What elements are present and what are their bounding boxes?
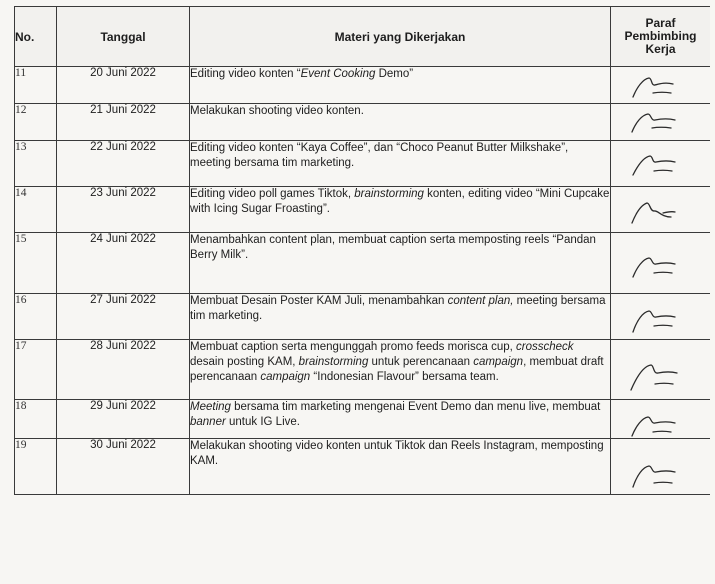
signature-stroke (663, 212, 675, 213)
table-row (15, 294, 711, 340)
row-number: 19 (15, 439, 57, 495)
signature-stroke (631, 365, 677, 390)
table-row (15, 141, 711, 187)
row-number: 18 (15, 400, 57, 439)
row-material (190, 400, 611, 439)
signature-stroke (653, 431, 671, 432)
row-date: 23 Juni 2022 (57, 187, 190, 233)
material-text: bersama tim marketing mengenai Event Demo dan menu live, membuat (230, 401, 601, 413)
row-signature-cell (611, 294, 711, 340)
row-signature-cell (611, 233, 711, 294)
signature-stroke (654, 482, 672, 483)
header-no: No. (15, 7, 57, 67)
row-date: 28 Juni 2022 (57, 340, 190, 400)
logbook-sheet (14, 6, 710, 584)
row-signature-cell (611, 187, 711, 233)
table-header-row (15, 7, 711, 67)
row-date: 20 Juni 2022 (57, 67, 190, 104)
material-text: Demo” (375, 68, 414, 80)
table-row (15, 233, 711, 294)
table-row (15, 400, 711, 439)
row-signature-cell (611, 340, 711, 400)
supervisor-signature (627, 108, 691, 139)
row-material (190, 141, 611, 187)
material-text-italic: campaign (473, 356, 524, 368)
signature-stroke (632, 417, 675, 436)
row-material (190, 294, 611, 340)
signature-stroke (633, 466, 675, 487)
material-text-italic: brainstorming (298, 356, 369, 368)
signature-stroke (652, 127, 671, 128)
row-number: 14 (15, 187, 57, 233)
material-text: Melakukan shooting video konten. (190, 105, 364, 117)
signature-stroke (633, 258, 675, 277)
signature-stroke (632, 114, 675, 132)
table-row (15, 340, 711, 400)
row-signature-cell (611, 439, 711, 495)
row-material (190, 233, 611, 294)
signature-stroke (654, 325, 672, 326)
header-signature-line-1: Paraf (645, 16, 676, 30)
material-text: desain posting KAM, (190, 356, 299, 368)
row-date: 29 Juni 2022 (57, 400, 190, 439)
header-date: Tanggal (57, 7, 190, 67)
row-date: 21 Juni 2022 (57, 104, 190, 141)
row-material (190, 439, 611, 495)
material-text: meeting bersama tim marketing. (190, 295, 606, 322)
supervisor-signature (627, 145, 691, 185)
row-date: 30 Juni 2022 (57, 439, 190, 495)
signature-stroke (654, 170, 672, 171)
signature-stroke (633, 78, 673, 97)
material-text: untuk IG Live. (225, 416, 300, 428)
header-signature (611, 7, 711, 67)
material-text: konten, editing video “Mini Cupcake with Icing Sugar Froasting”. (190, 188, 610, 215)
row-number: 12 (15, 104, 57, 141)
supervisor-signature (627, 298, 691, 338)
table-row (15, 439, 711, 495)
table-row (15, 67, 711, 104)
row-signature-cell (611, 67, 711, 104)
material-text: “Indonesian Flavour” bersama team. (310, 371, 499, 383)
signature-stroke (654, 272, 672, 273)
supervisor-signature (627, 443, 691, 493)
signature-stroke (633, 311, 675, 332)
supervisor-signature (627, 344, 691, 398)
material-text-italic: crosscheck (516, 341, 574, 353)
table-body (15, 67, 711, 495)
material-text-italic: Meeting (190, 401, 231, 413)
material-text: untuk perencanaan (368, 356, 474, 368)
row-number: 17 (15, 340, 57, 400)
signature-stroke (655, 383, 673, 384)
table-row (15, 104, 711, 141)
table-row (15, 187, 711, 233)
material-text: Menambahkan content plan, membuat caption serta memposting reels “Pandan Berry Milk”. (190, 234, 596, 261)
material-text: Editing video konten “ (190, 68, 301, 80)
row-date: 22 Juni 2022 (57, 141, 190, 187)
row-material (190, 67, 611, 104)
row-signature-cell (611, 104, 711, 141)
supervisor-signature (627, 71, 691, 102)
material-text: Membuat caption serta mengunggah promo feeds morisca cup, (190, 341, 517, 353)
supervisor-signature (627, 237, 691, 292)
row-number: 11 (15, 67, 57, 104)
row-number: 13 (15, 141, 57, 187)
header-signature-line-2: Pembimbing (624, 29, 697, 43)
header-material: Materi yang Dikerjakan (190, 7, 611, 67)
row-date: 24 Juni 2022 (57, 233, 190, 294)
material-text: Melakukan shooting video konten untuk Tiktok dan Reels Instagram, memposting KAM. (190, 440, 604, 467)
row-number: 16 (15, 294, 57, 340)
row-material (190, 104, 611, 141)
signature-stroke (633, 156, 675, 175)
material-text-italic: banner (190, 416, 226, 428)
material-text-italic: content plan, (447, 295, 514, 307)
row-number: 15 (15, 233, 57, 294)
signature-stroke (653, 92, 671, 93)
material-text-italic: Event Cooking (300, 68, 376, 80)
row-material (190, 187, 611, 233)
material-text: Membuat Desain Poster KAM Juli, menambahkan (190, 295, 448, 307)
supervisor-signature (627, 191, 691, 231)
row-signature-cell (611, 400, 711, 439)
activity-log-table (14, 6, 710, 495)
supervisor-signature (627, 404, 691, 437)
row-date: 27 Juni 2022 (57, 294, 190, 340)
header-signature-line-3: Kerja (645, 42, 676, 56)
material-text-italic: campaign (260, 371, 311, 383)
row-material (190, 340, 611, 400)
material-text: Editing video konten “Kaya Coffee”, dan “Choco Peanut Butter Milkshake”, meeting bersama tim marketing. (190, 142, 569, 169)
row-signature-cell (611, 141, 711, 187)
material-text-italic: brainstorming (354, 188, 424, 200)
material-text: , membuat draft perencanaan (190, 356, 604, 383)
material-text: Editing video poll games Tiktok, (190, 188, 355, 200)
